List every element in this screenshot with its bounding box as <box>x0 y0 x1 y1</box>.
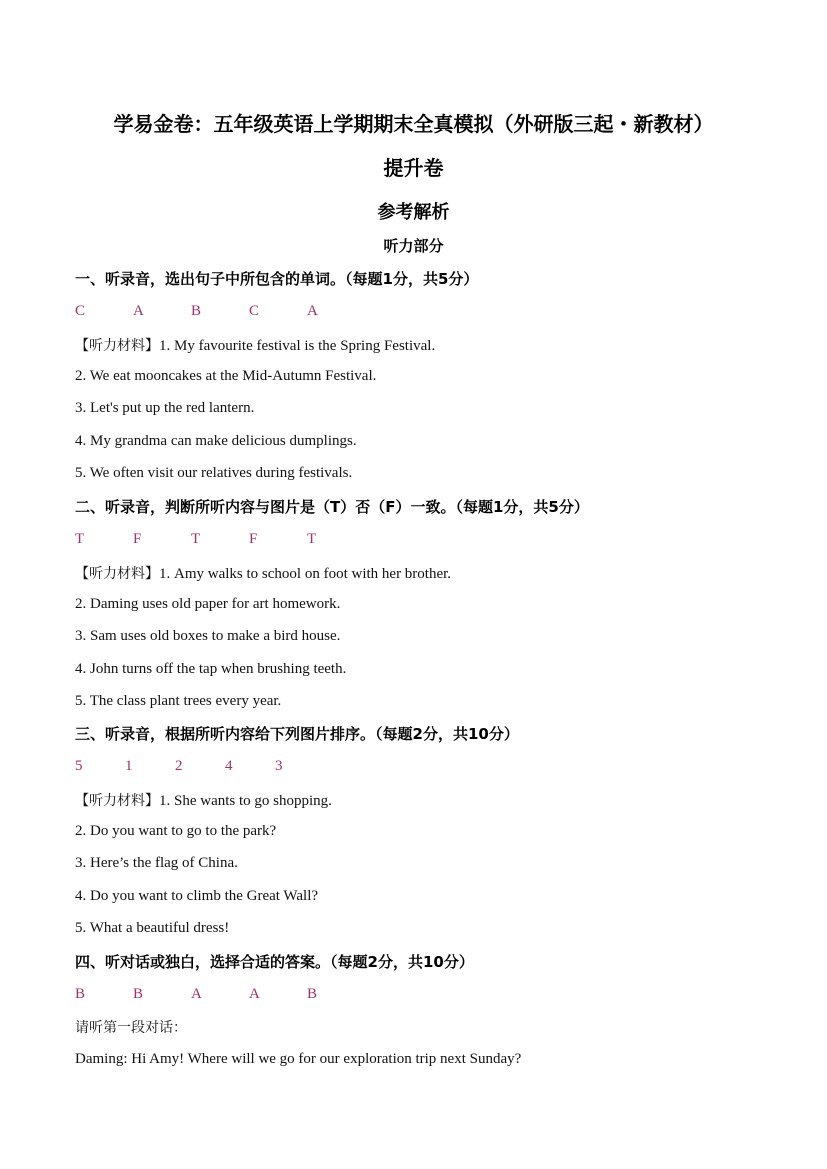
listening-line: 4. John turns off the tap when brushing teeth. <box>75 661 347 677</box>
section-heading: 三、听录音，根据所听内容给下列图片排序。（每题2分，共10分） <box>75 725 519 743</box>
listening-line: 3. Let's put up the red lantern. <box>75 400 255 416</box>
answer-item: T <box>307 531 317 547</box>
document-subtitle: 参考解析 <box>377 202 450 223</box>
answer-item: A <box>307 303 318 319</box>
answer-item: B <box>307 986 318 1002</box>
dialogue-intro: 请听第一段对话： <box>75 1020 187 1036</box>
answer-item: 1 <box>125 758 133 774</box>
document-title-line2: 提升卷 <box>383 156 444 180</box>
answer-item: A <box>191 986 202 1002</box>
listening-text: 1. She wants to go shopping. <box>159 793 332 809</box>
listening-line <box>75 335 435 355</box>
answer-item: T <box>75 531 85 547</box>
answer-item: B <box>75 986 86 1002</box>
listening-line: 5. What a beautiful dress! <box>75 920 230 936</box>
listening-line: 3. Sam uses old boxes to make a bird house. <box>75 628 341 644</box>
answer-item: A <box>133 303 144 319</box>
answer-item: F <box>249 531 258 547</box>
answer-item: 3 <box>275 758 283 774</box>
listening-line: 3. Here’s the flag of China. <box>75 855 238 871</box>
listening-line: 2. We eat mooncakes at the Mid-Autumn Festival. <box>75 368 377 384</box>
listening-line <box>75 790 332 810</box>
listening-line: 2. Do you want to go to the park? <box>75 823 277 839</box>
answer-item: 2 <box>175 758 183 774</box>
section-heading: 二、听录音，判断所听内容与图片是（T）否（F）一致。（每题1分，共5分） <box>75 498 589 516</box>
answer-item: 4 <box>225 758 233 774</box>
answer-item: A <box>249 986 260 1002</box>
material-tag: 【听力材料】 <box>75 338 159 354</box>
section-heading: 一、听录音，选出句子中所包含的单词。（每题1分，共5分） <box>75 270 479 288</box>
listening-text: 1. Amy walks to school on foot with her brother. <box>159 566 452 582</box>
listening-line: 5. The class plant trees every year. <box>75 693 282 709</box>
answer-item: 5 <box>75 758 83 774</box>
section-heading: 四、听对话或独白，选择合适的答案。（每题2分，共10分） <box>75 953 474 971</box>
listening-text: 1. My favourite festival is the Spring Festival. <box>159 338 436 354</box>
listening-line: 4. My grandma can make delicious dumplings. <box>75 433 357 449</box>
answer-item: B <box>133 986 144 1002</box>
material-tag: 【听力材料】 <box>75 566 159 582</box>
document-title: 学易金卷：五年级英语上学期期末全真模拟（外研版三起・新教材） <box>113 112 714 136</box>
dialogue-line: Daming: Hi Amy! Where will we go for our exploration trip next Sunday? <box>75 1051 522 1067</box>
answer-item: F <box>133 531 142 547</box>
listening-line: 5. We often visit our relatives during festivals. <box>75 465 353 481</box>
listening-line: 4. Do you want to climb the Great Wall? <box>75 888 319 904</box>
answer-item: B <box>191 303 202 319</box>
answer-item: C <box>249 303 260 319</box>
listening-line <box>75 563 451 583</box>
material-tag: 【听力材料】 <box>75 793 159 809</box>
part-heading: 听力部分 <box>383 237 444 255</box>
listening-line: 2. Daming uses old paper for art homework. <box>75 596 341 612</box>
answer-item: C <box>75 303 86 319</box>
answer-item: T <box>191 531 201 547</box>
